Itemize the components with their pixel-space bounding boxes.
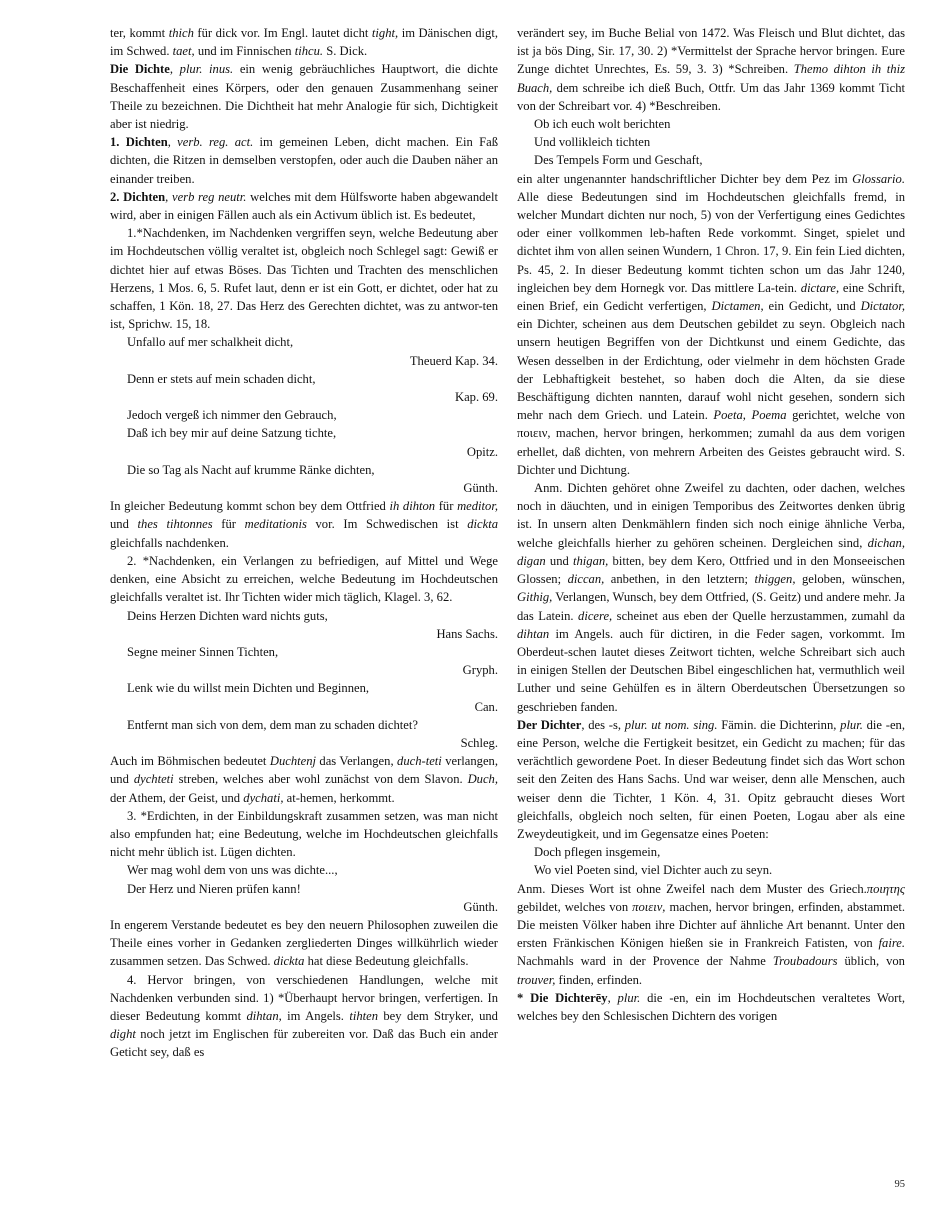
entry-die-dichterey: * Die Dichterēy, plur. die -en, ein im Hochdeutschen veraltetes Wort, welches bey den Schlesischen Dichtern des vorigen (517, 990, 905, 1023)
paragraph: In gleicher Bedeutung kommt schon bey dem Ottfried ih dihton für meditor, und thes tihtonnes für meditationis vor. Im Schwedischen ist dickta gleichfalls nachdenken. (110, 499, 498, 550)
verse-source: Can. (474, 699, 498, 714)
verse-line: Und vollikleich tichten (534, 135, 651, 150)
headword: 2. Dichten (110, 189, 166, 204)
verse-source: Theuerd Kap. 34. (409, 353, 498, 368)
verse-line: Unfallo auf mer schalkheit dicht, (127, 335, 294, 350)
paragraph: ein alter ungenannter handschriftlicher Dichter bey dem Pez im Glossario. Alle diese Bedeutungen sind im Hochdeutschen gleichfalls fremd, in welcher Mundart dichten nur noch, 5) von der Verfertigung eines Gedichtes oder einer vollkommen leb-haften Rede vorkommt. Singet, spielet und dichtet ihm von allen seinen Wundern, 1 Chron. 17, 9. Ein fein Lied dichten, Ps. 45, 2. In dieser Bedeutung kommt tichten schon um das Jahr 1240, ingleichen bey dem Hornegk vor. Das mittlere La-tein. dictare, eine Schrift, einen Brief, ein Gedicht verfertigen, Dictamen, ein Gedicht, und Dictator, ein Dichter, scheinen aus dem Deutschen gebildet zu seyn. Obgleich nach unsern heutigen Begriffen von der Dichtkunst und einem Gedichte, das Wesen desselben in der Erdichtung, oder vielmehr in dem höchsten Grade der Lebhaftigkeit bestehet, so haben doch die Alten, da sie diese Beschäftigung dichten nannten, darauf wohl nicht gesehen, sondern sich mehr nach dem Griech. und Latein. Poeta, Poema gerichtet, welche von ποιειν, machen, hervor bringen, herkommen; zumahl da aus dem vorigen erhellet, daß dichten, von mehrern Arbeiten des Geistes gebraucht wird. S. Dichter und Dichtung. (517, 171, 905, 477)
headword: 1. Dichten (110, 135, 168, 150)
verse-source: Günth. (463, 899, 498, 914)
verse-line: Des Tempels Form und Geschaft, (534, 153, 703, 168)
verse-line: Segne meiner Sinnen Tichten, (127, 644, 279, 659)
verse-line: Denn er stets auf mein schaden dicht, (127, 371, 316, 386)
verse-line: Der Herz und Nieren prüfen kann! (127, 881, 301, 896)
verse-line: Daß ich bey mir auf deine Satzung tichte, (127, 426, 337, 441)
headword: Der Dichter (517, 717, 582, 732)
paragraph: verändert sey, im Buche Belial von 1472. Was Fleisch und Blut dichtet, das ist ja bös Ding, Sir. 17, 30. 2) *Vermittelst der Sprache hervor bringen. Eure Zunge dichtet Unrechtes, Es. 59, 3. 3) *Schreiben. Themo dihton ih thiz Buach, dem schreibe ich dieß Buch, Ottfr. Um das Jahr 1369 kommt Ticht von der Schreibart vor. 4) *Beschreiben. (517, 26, 905, 113)
right-column (517, 24, 905, 1025)
verse-line: Wer mag wohl dem von uns was dichte..., (127, 863, 338, 878)
entry-der-dichter: Der Dichter, des -s, plur. ut nom. sing. Fämin. die Dichterinn, plur. die -en, eine Person, welche die Fertigkeit besitzet, ein Gedicht zu machen; für das verächtlich gewordene Poet. In dieser Bedeutung findet sich das Wort schon seit den Zeiten des Hans Sachs. Und war weiser, denn alle Menschen, auch weiser denn die Tichter, 1 Kön. 4, 31. Opitz gebraucht dieses Wort gleichfalls, obgleich noch selten, für einen Poeten, Logau aber als eine Zweydeutigkeit, und im Gegensatze eines Poeten: (517, 717, 905, 841)
verse-source: Schleg. (460, 735, 498, 750)
headword: * Die Dichterēy (517, 990, 608, 1005)
sense-3: 3. *Erdichten, in der Einbildungskraft zusammen setzen, was man nicht also empfunden hat; eine Bedeutung, welche im Hochdeutschen gleichfalls nicht mehr üblich ist. Lügen dichten. (110, 808, 498, 860)
page-number: 95 (894, 1179, 905, 1190)
entry-dichten-2: 2. Dichten, verb reg neutr. welches mit dem Hülfsworte haben abgewandelt wird, aber in einigen Fällen auch als ein Activum üblich ist. Es bedeutet, (110, 189, 499, 223)
verse-line: Wo viel Poeten sind, viel Dichter auch zu seyn. (534, 863, 773, 878)
headword: Die Dichte (110, 62, 170, 77)
verse-line: Die so Tag als Nacht auf krumme Ränke dichten, (127, 462, 375, 477)
left-column (110, 24, 498, 1062)
entry-dichten-1: 1. Dichten, verb. reg. act. im gemeinen Leben, dicht machen. Ein Faß dichten, die Ritzen in demselben verstopfen, oder auch die Dauben näher an einander treiben. (110, 135, 499, 186)
entry-die-dichte: Die Dichte, plur. inus. ein wenig gebräuchliches Hauptwort, die dichte Beschaffenheit eines Körpers, oder den genauen Zusammenhang seiner Theile zu bezeichnen. Die Dichtheit hat mehr Analogie für sich, Dichtigkeit aber ist niedrig. (110, 62, 498, 132)
paragraph: Auch im Böhmischen bedeutet Duchtenj das Verlangen, duch-teti verlangen, und dychteti streben, welches aber wohl zunächst von dem Slavon. Duch, der Athem, der Geist, und dychati, at-hemen, herkommt. (110, 754, 498, 805)
sense-4: 4. Hervor bringen, von verschiedenen Handlungen, welche mit Nachdenken verbunden sind. 1) *Überhaupt hervor bringen, verfertigen. In dieser Bedeutung kommt dihtan, im Angels. tihten bey dem Stryker, und dight noch jetzt im Englischen für zubereiten vor. Daß das Buch ein ander Geticht sey, daß es (110, 972, 498, 1060)
verse-line: Ob ich euch wolt berichten (534, 117, 671, 132)
paragraph: In engerem Verstande bedeutet es bey den neuern Philosophen zuweilen die Theile eines vorher in Gedanken zergliederten Dinges willkührlich wieder zusammen setzen. Das Schwed. dickta hat diese Bedeutung gleichfalls. (110, 917, 498, 969)
entry-continuation: ter, kommt thich für dick vor. Im Engl. lautet dicht tight, im Dänischen digt, im Schwed. taet, und im Finnischen tihcu. S. Dick. (110, 26, 498, 59)
verse-source: Opitz. (466, 444, 498, 459)
sense-1: 1.*Nachdenken, im Nachdenken vergriffen seyn, welche Bedeutung aber im Hochdeutschen völlig veraltet ist, obgleich noch Schlegel sagt: Gewiß er dichtet hier auf etwas Böses. Das Tichten und Trachten des menschlichen Herzens, 1 Mos. 6, 5. Rufet laut, denn er ist ein Gott, er dichtet, oder hat zu schaffen, 1 Kön. 18, 27. Das Herz des Gerechten dichtet, was zu antwor-ten ist, Sprichw. 15, 18. (110, 226, 498, 332)
verse-line: Deins Herzen Dichten ward nichts guts, (127, 608, 328, 623)
sense-2: 2. *Nachdenken, ein Verlangen zu befriedigen, auf Mittel und Wege denken, eine Absicht zu erreichen, welche Bedeutung im Hochdeutschen gleichfalls veraltet ist. Ihr Tichten wider mich täglich, Klagel. 3, 62. (110, 553, 498, 605)
annotation: Anm. Dieses Wort ist ohne Zweifel nach dem Muster des Griech.ποιητης gebildet, welches von ποιειν, machen, hervor bringen, erfinden, abstammet. Die meisten Völker haben ihre Dichter auf ähnliche Art benannt. Unter den ersten Fränkischen Königen hießen sie in Frankreich Fatisten, von faire. Nachmahls ward in der Provence der Nahme Troubadours üblich, von trouver, finden, erfinden. (517, 881, 905, 987)
verse-source: Gryph. (462, 663, 498, 678)
verse-source: Günth. (463, 481, 498, 496)
verse-line: Lenk wie du willst mein Dichten und Beginnen, (127, 681, 370, 696)
verse-source: Kap. 69. (454, 390, 498, 405)
verse-line: Jedoch vergeß ich nimmer den Gebrauch, (127, 408, 337, 423)
verse-line: Entfernt man sich von dem, dem man zu schaden dichtet? (127, 717, 418, 732)
verse-line: Doch pflegen insgemein, (534, 845, 661, 860)
verse-source: Hans Sachs. (436, 626, 498, 641)
annotation: Anm. Dichten gehöret ohne Zweifel zu dachten, oder dachen, welches noch in däuchten, und in einigen Temporibus des Zeitwortes denken übrig ist. In unsern alten Denkmählern finden sich noch einige ähnliche Verba, welche gleichfalls hierher zu gehören scheinen. Dergleichen sind, dichan, digan und thigan, bitten, bey dem Kero, Ottfried und in den Monseeischen Glossen; diccan, anbethen, in den letztern; thiggen, geloben, wünschen, Githig, Verlangen, Wunsch, bey dem Ottfried, (S. Geitz) und andere mehr. Ja das Latein. dicere, scheinet aus eben der Quelle herzustammen, zumahl da dihtan im Angels. auch für dictiren, in die Feder sagen, vorkommt. Im Oberdeut-schen lautet dieses Zeitwort tichten, welche Schreibart sich auch in einigen Stellen der Deutschen Bibel eingeschlichen hat, vermuthlich weil Luther und seine Gehülfen es in ältern Oberdeutschen Übersetzungen so geschrieben fanden. (517, 481, 906, 714)
